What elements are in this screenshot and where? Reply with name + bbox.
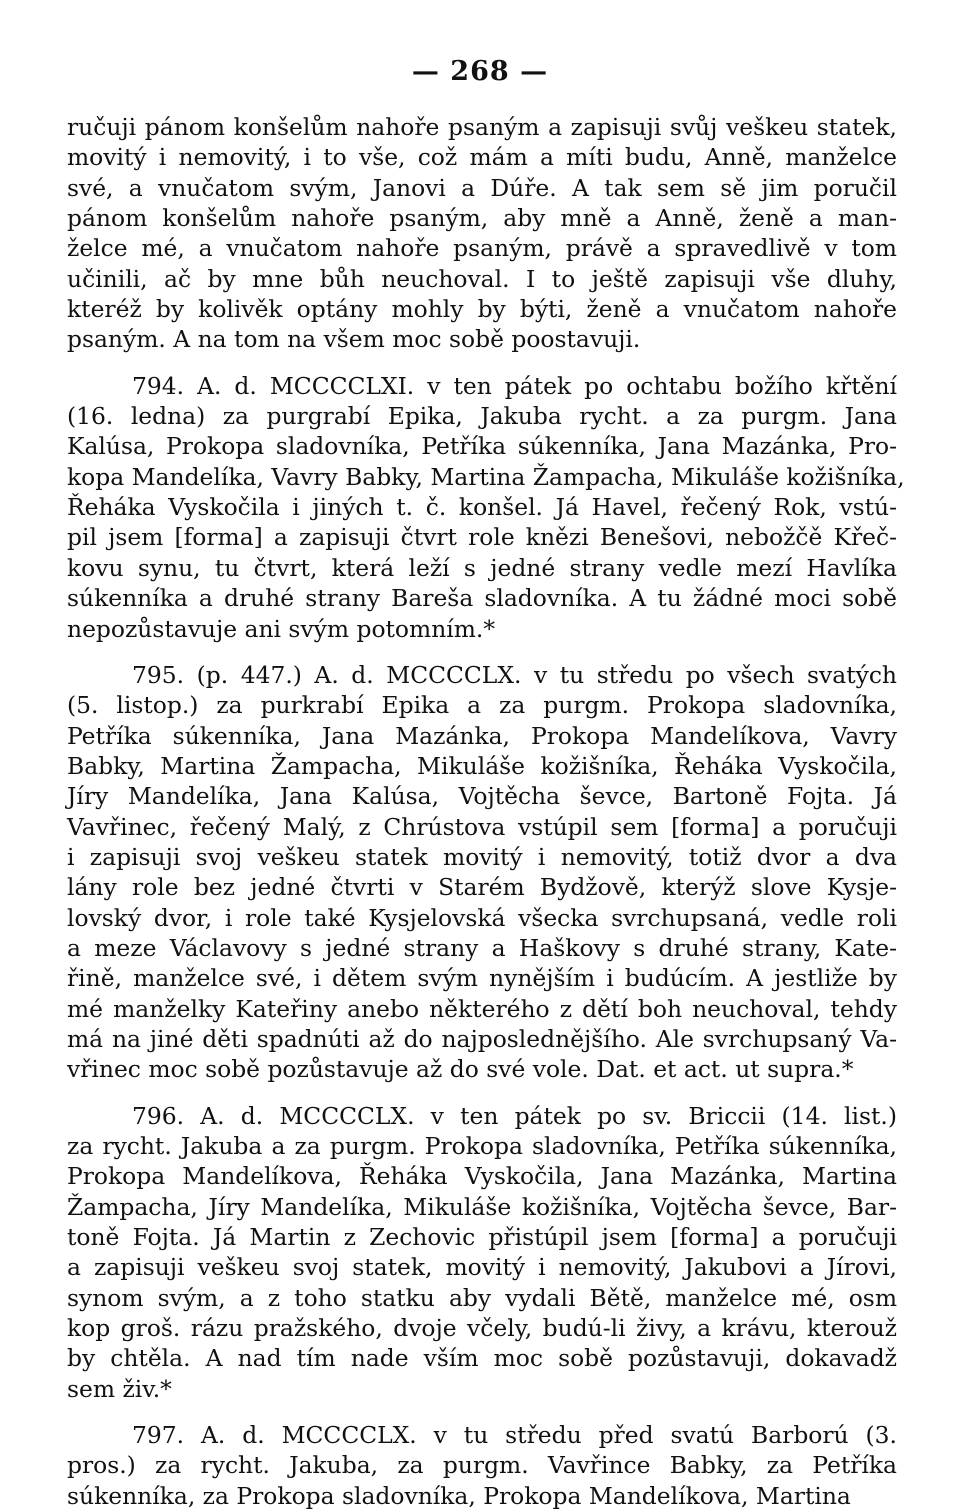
text-line: Petříka súkenníka, Jana Mazánka, Prokopa Mandelíkova, Vavry <box>67 721 897 750</box>
paragraph <box>67 1420 897 1511</box>
text-line: a zapisuji veškeu svoj statek, movitý i nemovitý, Jakubovi a Jírovi, <box>67 1253 897 1282</box>
text-line: pánom konšelům nahoře psaným, aby mně a Anně, ženě a man- <box>67 204 897 233</box>
text-line: kovu synu, tu čtvrt, která leží s jedné strany vedle mezí Havlíka <box>67 553 897 582</box>
text-line: Žampacha, Jíry Mandelíka, Mikuláše kožišníka, Vojtěcha ševce, Bar- <box>67 1192 897 1221</box>
text-line: by chtěla. A nad tím nade vším moc sobě pozůstavuji, dokavadž <box>67 1344 897 1373</box>
text-line: kopa Mandelíka, Vavry Babky, Martina Žampacha, Mikuláše kožišníka, <box>67 462 905 491</box>
text-line: synom svým, a z toho statku aby vydali Bětě, manželce mé, osm <box>67 1283 897 1312</box>
text-line: pil jsem [forma] a zapisuji čtvrt role knězi Benešovi, nebožčě Křeč- <box>67 523 897 552</box>
text-line: 795. (p. 447.) A. d. MCCCCLX. v tu středu po všech svatých <box>132 660 897 689</box>
paragraph <box>67 112 897 355</box>
text-line: súkenníka, za Prokopa sladovníka, Prokopa Mandelíkova, Martina <box>67 1481 851 1510</box>
text-line: řině, manželce své, i dětem svým nynějším i budúcím. A jestliže by <box>67 964 897 993</box>
text-line: kteréž by kolivěk optány mohly by býti, ženě a vnučatom nahoře <box>67 295 897 324</box>
text-line: mé manželky Kateřiny anebo některého z dětí boh neuchoval, tehdy <box>67 994 897 1023</box>
text-line: a meze Václavovy s jedné strany a Haškovy s druhé strany, Kate- <box>67 933 897 962</box>
text-line: vřinec moc sobě pozůstavuje až do své vole. Dat. et act. ut supra.* <box>67 1055 854 1084</box>
text-line: Jíry Mandelíka, Jana Kalúsa, Vojtěcha ševce, Bartoně Fojta. Já <box>67 782 897 811</box>
text-line: za rycht. Jakuba a za purgm. Prokopa sladovníka, Petříka súkenníka, <box>67 1132 897 1160</box>
text-line: (16. ledna) za purgrabí Epika, Jakuba rycht. a za purgm. Jana <box>67 402 897 431</box>
text-line: 796. A. d. MCCCCLX. v ten pátek po sv. Briccii (14. list.) <box>132 1101 897 1130</box>
text-line: Řeháka Vyskočila i jiných t. č. konšel. Já Havel, řečený Rok, vstú- <box>67 493 897 522</box>
text-line: sem živ.* <box>67 1374 172 1403</box>
text-line: lovský dvor, i role také Kysjelovská všecka svrchupsaná, vedle roli <box>67 903 897 932</box>
text-line: toně Fojta. Já Martin z Zechovic přistúpil jsem [forma] a poručuji <box>67 1223 897 1252</box>
page-number: — 268 — <box>411 56 549 87</box>
text-line: Kalúsa, Prokopa sladovníka, Petříka súkenníka, Jana Mazánka, Pro- <box>67 432 897 461</box>
text-line: Babky, Martina Žampacha, Mikuláše kožišníka, Řeháka Vyskočila, <box>67 751 897 780</box>
text-line: ručuji pánom konšelům nahoře psaným a zapisuji svůj veškeu statek, <box>67 113 897 141</box>
text-line: želce mé, a vnučatom nahoře psaným, právě a spravedlivě v tom <box>67 234 897 263</box>
text-line: své, a vnučatom svým, Janovi a Dúře. A tak sem sě jim poručil <box>67 173 897 202</box>
text-line: Prokopa Mandelíkova, Řeháka Vyskočila, Jana Mazánka, Martina <box>67 1162 897 1191</box>
text-line: pros.) za rycht. Jakuba, za purgm. Vavřince Babky, za Petříka <box>67 1451 897 1480</box>
text-line: kop groš. rázu pražského, dvoje včely, budú-li živy, a krávu, kterouž <box>67 1314 897 1343</box>
text-line: súkenníka a druhé strany Bareša sladovníka. A tu žádné moci sobě <box>67 584 897 613</box>
text-line: má na jiné děti spadnúti až do najposlednějšího. Ale svrchupsaný Va- <box>67 1024 897 1053</box>
text-line: učinili, ač by mne bůh neuchoval. I to ještě zapisuji vše dluhy, <box>67 264 897 293</box>
paragraph <box>67 1101 897 1404</box>
text-line: psaným. A na tom na všem moc sobě poostavuji. <box>67 325 641 354</box>
text-line: movitý i nemovitý, i to vše, což mám a míti budu, Anně, manželce <box>67 143 897 172</box>
text-line: nepozůstavuje ani svým potomním.* <box>67 614 496 643</box>
text-line: 797. A. d. MCCCCLX. v tu středu před svatú Barború (3. <box>132 1421 897 1450</box>
text-line: Vavřinec, řečený Malý, z Chrústova vstúpil sem [forma] a poručuji <box>67 812 897 841</box>
document-body <box>67 112 905 1511</box>
paragraph <box>67 660 897 1085</box>
text-line: (5. listop.) za purkrabí Epika a za purgm. Prokopa sladovníka, <box>67 691 897 720</box>
paragraph <box>67 371 905 644</box>
text-line: 794. A. d. MCCCCLXI. v ten pátek po ochtabu božího křtění <box>132 371 897 400</box>
text-line: i zapisuji svoj veškeu statek movitý i nemovitý, totiž dvor a dva <box>67 842 897 871</box>
text-line: lány role bez jedné čtvrti v Starém Bydžově, kterýž slove Kysje- <box>67 873 897 902</box>
